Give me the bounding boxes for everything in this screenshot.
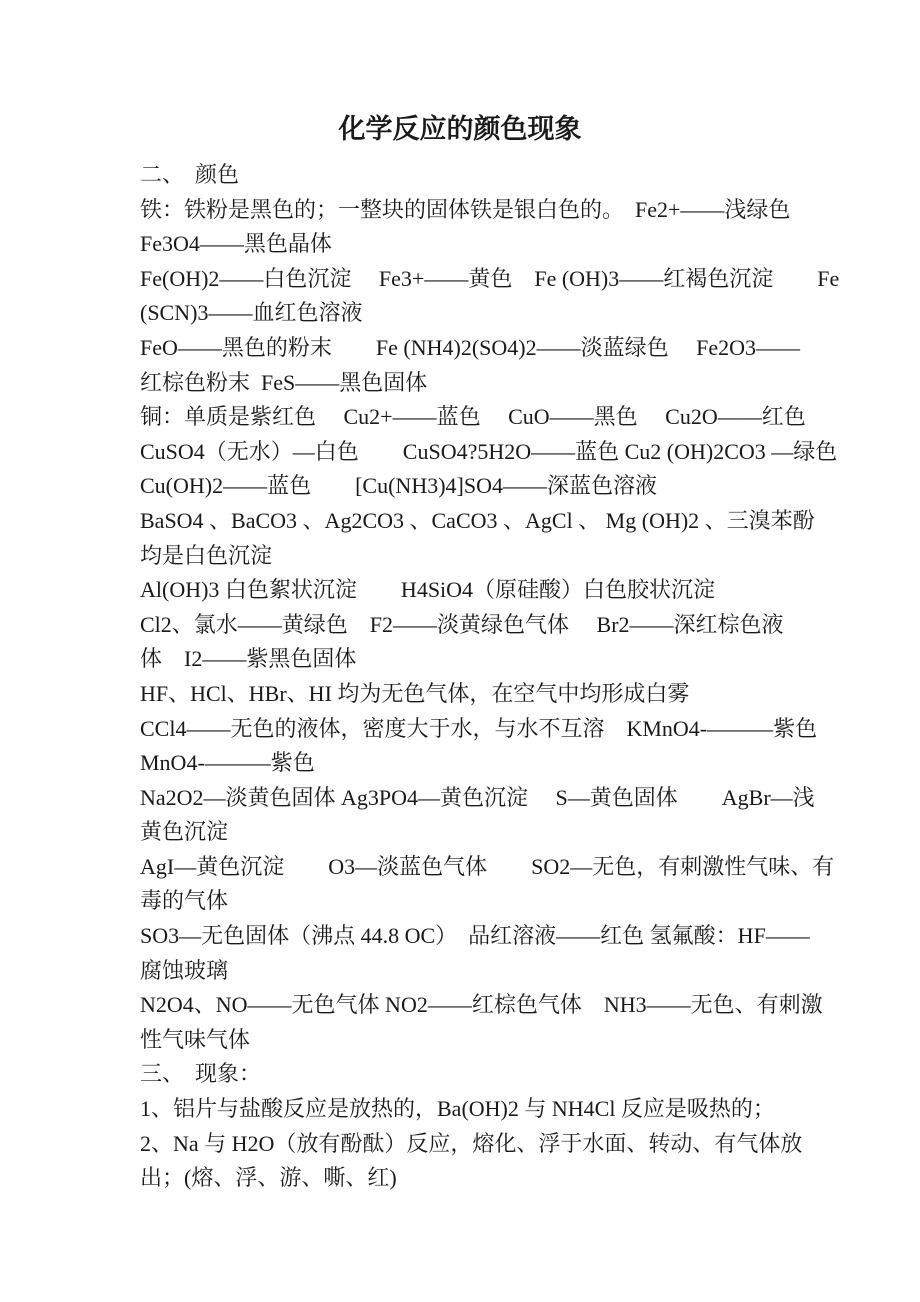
text-line: 出；(熔、浮、游、嘶、红)	[140, 1165, 397, 1191]
document-body	[140, 158, 850, 1196]
text-line: 铜：单质是紫红色 Cu2+——蓝色 CuO——黑色 Cu2O——红色	[140, 404, 806, 430]
text-line: SO3—无色固体（沸点 44.8 OC） 品红溶液——红色 氢氟酸：HF——	[140, 923, 810, 949]
document-title: 化学反应的颜色现象	[338, 114, 582, 144]
text-line: AgI—黄色沉淀 O3—淡蓝色气体 SO2—无色，有刺激性气味、有	[140, 853, 835, 879]
text-line: FeO——黑色的粉末 Fe (NH4)2(SO4)2——淡蓝绿色 Fe2O3——	[140, 334, 800, 360]
text-line: 三、 现象：	[140, 1061, 262, 1087]
text-line: 性气味气体	[140, 1026, 251, 1052]
text-line: CCl4——无色的液体，密度大于水，与水不互溶 KMnO4-———紫色	[140, 715, 818, 741]
text-line: 1、铝片与盐酸反应是放热的，Ba(OH)2 与 NH4Cl 反应是吸热的；	[140, 1096, 775, 1122]
text-line: 黄色沉淀	[140, 819, 229, 845]
text-line: (SCN)3——血红色溶液	[140, 300, 363, 326]
text-line: 2、Na 与 H2O（放有酚酞）反应，熔化、浮于水面、转动、有气体放	[140, 1130, 803, 1156]
text-line: CuSO4（无水）—白色 CuSO4?5H2O——蓝色 Cu2 (OH)2CO3 —绿色	[140, 438, 838, 464]
text-line: N2O4、NO——无色气体 NO2——红棕色气体 NH3——无色、有刺激	[140, 992, 823, 1018]
text-line: 铁：铁粉是黑色的；一整块的固体铁是银白色的。 Fe2+——浅绿色	[140, 196, 791, 222]
text-line: Na2O2—淡黄色固体 Ag3PO4—黄色沉淀 S—黄色固体 AgBr—浅	[140, 784, 815, 810]
text-line: 腐蚀玻璃	[140, 957, 229, 983]
text-line: BaSO4 、BaCO3 、Ag2CO3 、CaCO3 、AgCl 、 Mg (OH)2 、三溴苯酚	[140, 507, 815, 533]
text-line: Cl2、氯水——黄绿色 F2——淡黄绿色气体 Br2——深红棕色液	[140, 611, 784, 637]
text-line: 体 I2——紫黑色固体	[140, 646, 357, 672]
text-line: MnO4-———紫色	[140, 750, 315, 776]
text-line: HF、HCl、HBr、HI 均为无色气体，在空气中均形成白雾	[140, 680, 690, 706]
text-line: Al(OH)3 白色絮状沉淀 H4SiO4（原硅酸）白色胶状沉淀	[140, 577, 716, 603]
text-line: Fe3O4——黑色晶体	[140, 231, 332, 257]
text-line: 二、 颜色	[140, 162, 240, 187]
text-line: 均是白色沉淀	[140, 542, 273, 568]
text-line: Cu(OH)2——蓝色 [Cu(NH3)4]SO4——深蓝色溶液	[140, 473, 657, 499]
text-line: 红棕色粉末 FeS——黑色固体	[140, 369, 428, 395]
text-line: 毒的气体	[140, 888, 229, 914]
text-line: Fe(OH)2——白色沉淀 Fe3+——黄色 Fe (OH)3——红褐色沉淀 Fe	[140, 265, 840, 291]
